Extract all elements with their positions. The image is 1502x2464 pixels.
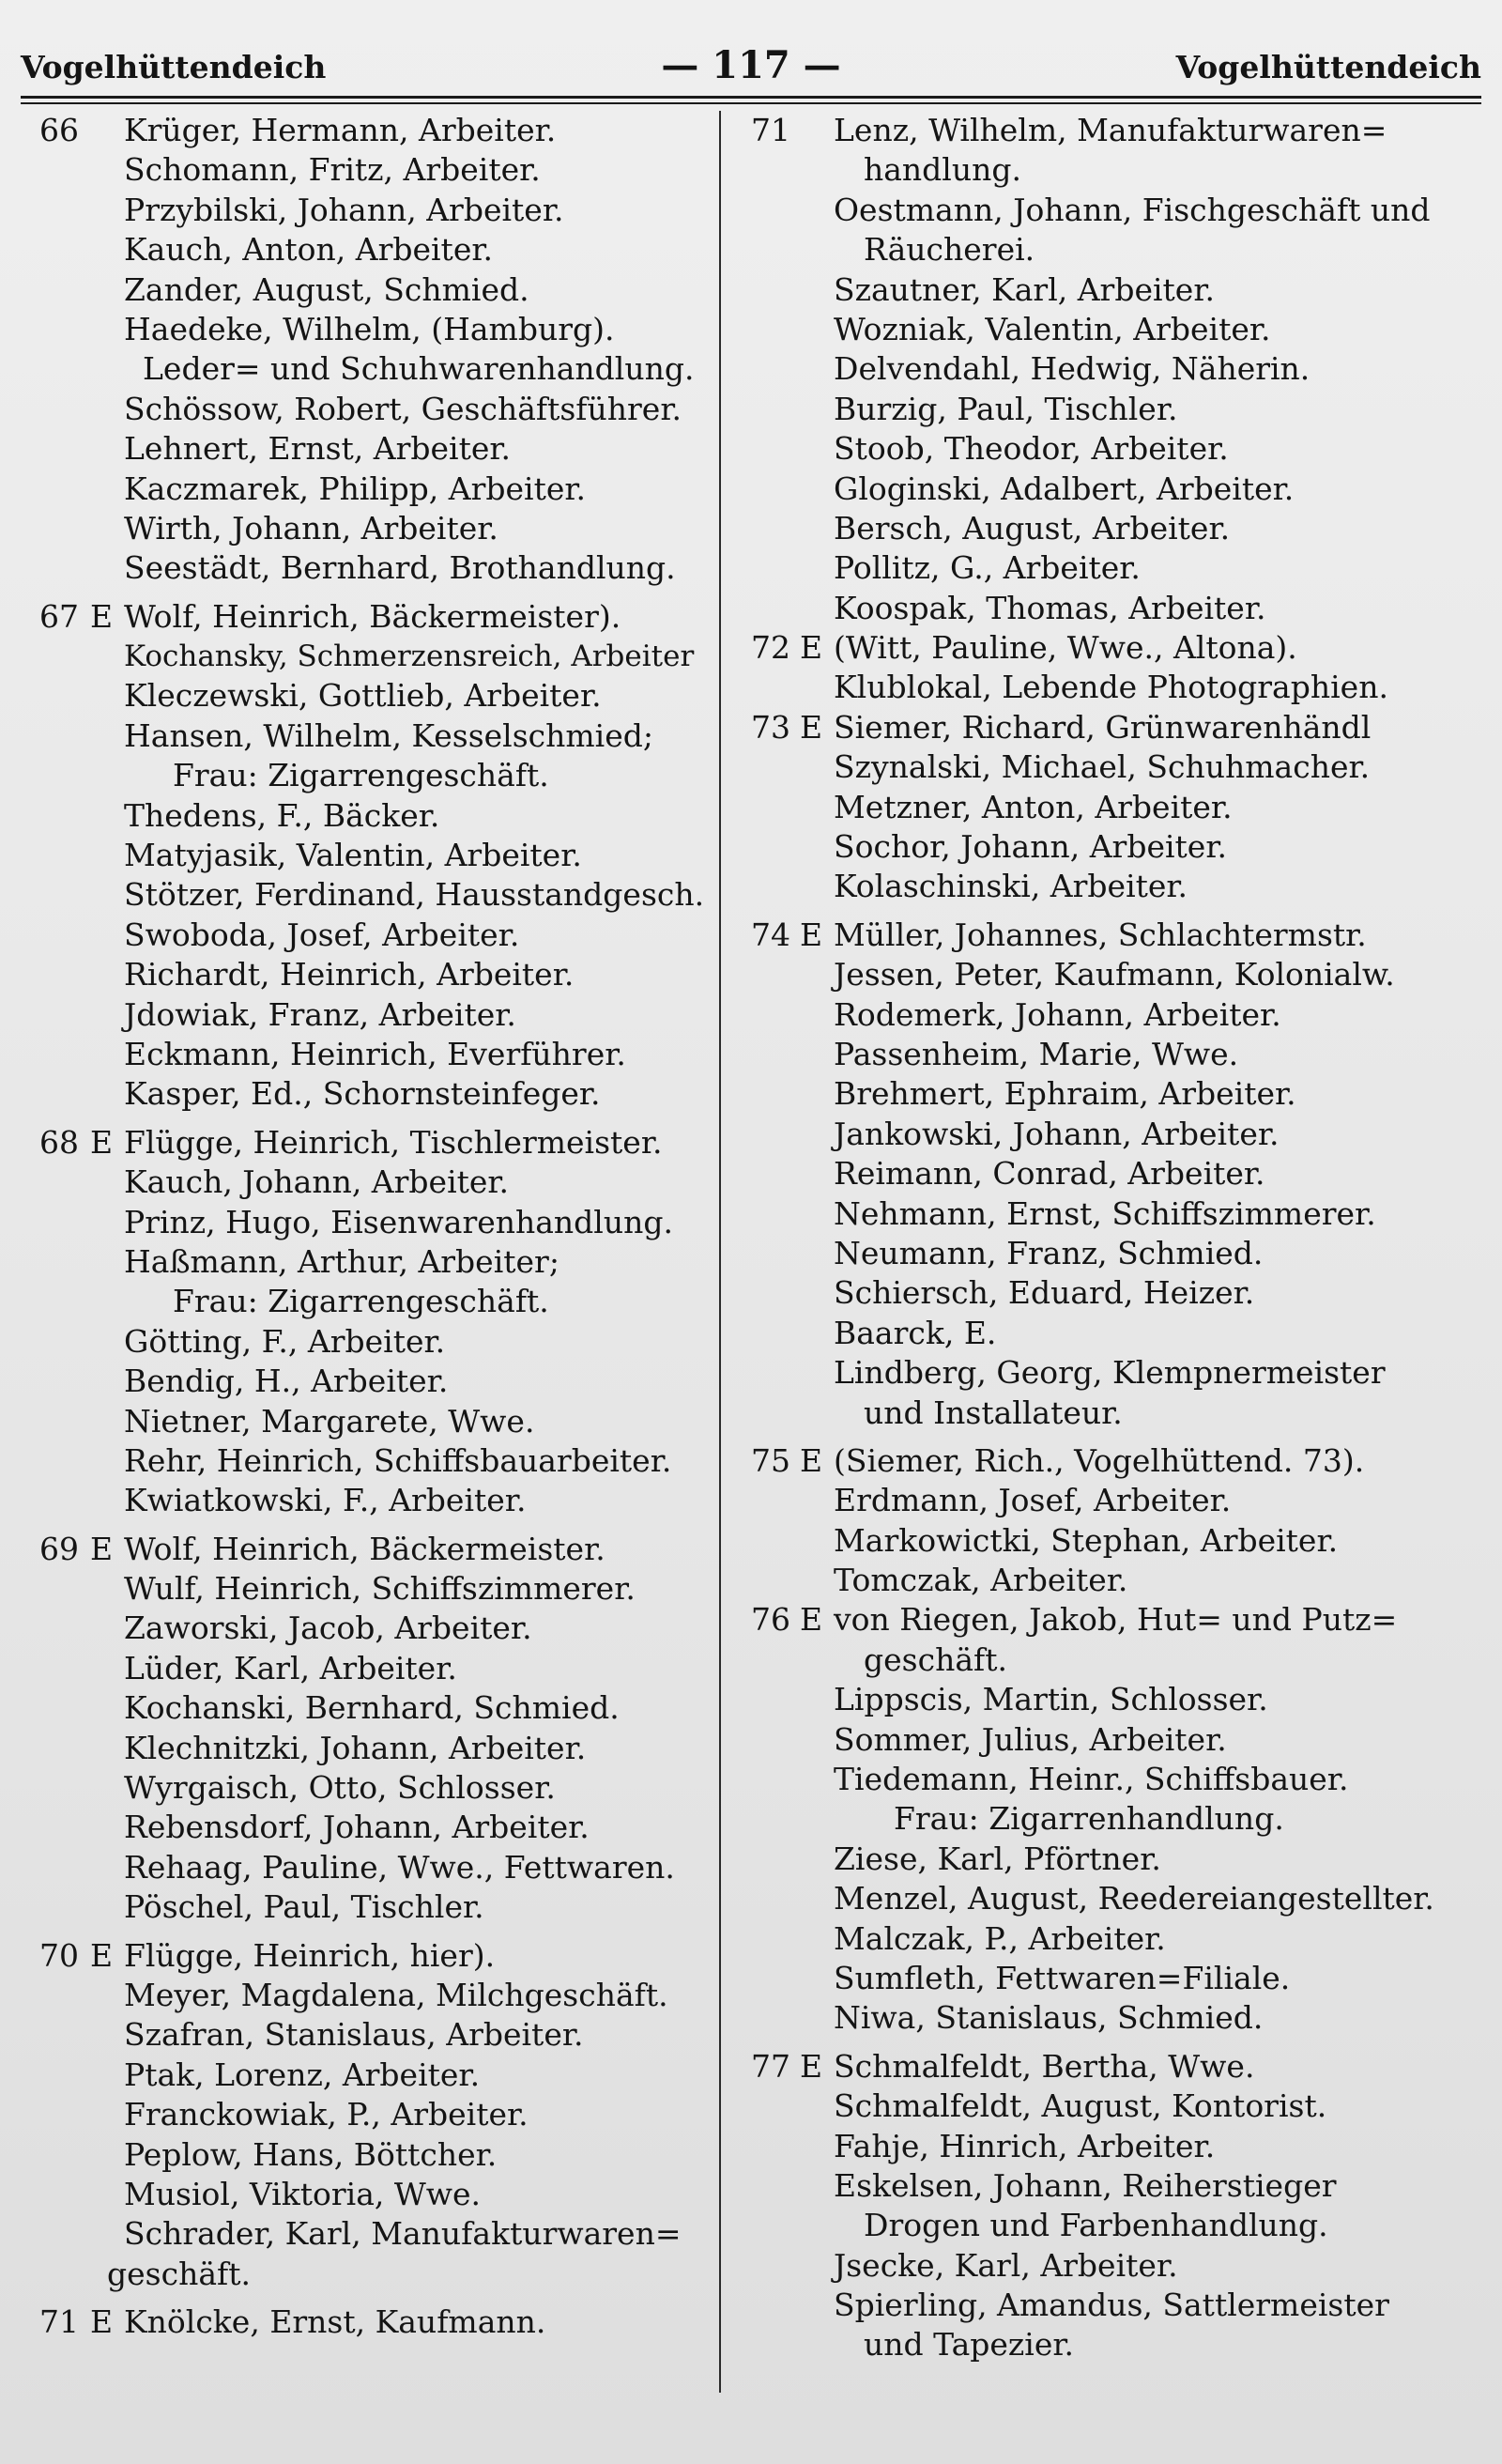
directory-entry	[738, 1115, 1479, 1154]
resident-text: Baarck, E.	[834, 1314, 997, 1351]
directory-entry	[23, 1609, 708, 1648]
running-head-right: Vogelhüttendeich	[1175, 49, 1481, 85]
resident-text: Nehmann, Ernst, Schiffszimmerer.	[834, 1194, 1376, 1232]
house-number: 68	[39, 1123, 79, 1161]
resident-text: Wolf, Heinrich, Bäckermeister).	[124, 597, 621, 635]
right-column	[738, 111, 1479, 2365]
resident-text: Kauch, Anton, Arbeiter.	[124, 231, 493, 269]
directory-entry	[738, 1720, 1479, 1760]
directory-entry	[738, 955, 1479, 994]
directory-entry	[23, 637, 708, 676]
resident-text: (Siemer, Rich., Vogelhüttend. 73).	[834, 1441, 1365, 1479]
resident-text: Kolaschinski, Arbeiter.	[834, 868, 1188, 905]
directory-entry	[23, 1402, 708, 1441]
directory-entry	[23, 836, 708, 875]
resident-text: Rodemerk, Johann, Arbeiter.	[834, 995, 1281, 1033]
resident-text: Tiedemann, Heinr., Schiffsbauer.	[834, 1761, 1349, 1798]
directory-entry	[738, 270, 1479, 310]
resident-text: Eckmann, Heinrich, Everführer.	[124, 1035, 626, 1072]
header-rule-thin	[21, 102, 1481, 104]
resident-text: Jdowiak, Franz, Arbeiter.	[124, 995, 516, 1033]
directory-entry	[738, 2087, 1479, 2126]
resident-text: Szafran, Stanislaus, Arbeiter.	[124, 2016, 584, 2054]
directory-entry	[738, 1561, 1479, 1600]
resident-text: Drogen und Farbenhandlung.	[864, 2207, 1328, 2244]
directory-entry	[738, 788, 1479, 827]
resident-text: von Riegen, Jakob, Hut= und Putz=	[834, 1601, 1398, 1639]
directory-entry	[738, 2206, 1479, 2245]
directory-entry	[23, 1074, 708, 1114]
directory-entry	[738, 867, 1479, 906]
resident-text: Schomann, Fritz, Arbeiter.	[124, 151, 541, 189]
resident-text: Bendig, H., Arbeiter.	[124, 1363, 449, 1400]
house-number: 71	[39, 2303, 79, 2341]
directory-entry	[738, 509, 1479, 548]
directory-entry	[23, 2302, 708, 2342]
directory-entry	[23, 1976, 708, 2015]
directory-entry	[738, 1194, 1479, 1234]
directory-entry	[23, 676, 708, 716]
resident-text: Erdmann, Josef, Arbeiter.	[834, 1482, 1232, 1519]
owner-marker: E	[800, 1601, 823, 1639]
resident-text: Reimann, Conrad, Arbeiter.	[834, 1155, 1265, 1193]
resident-text: Frau: Zigarrenhandlung.	[894, 1800, 1284, 1838]
resident-text: Fahje, Hinrich, Arbeiter.	[834, 2127, 1216, 2164]
house-number: 71	[751, 112, 790, 148]
resident-text: Delvendahl, Hedwig, Näherin.	[834, 350, 1310, 388]
resident-text: Wyrgaisch, Otto, Schlosser.	[124, 1769, 556, 1807]
directory-entry	[23, 111, 708, 150]
directory-entry	[23, 470, 708, 509]
directory-entry	[738, 1600, 1479, 1640]
resident-text: Musiol, Viktoria, Wwe.	[124, 2175, 482, 2212]
directory-entry	[23, 1530, 708, 1569]
directory-entry	[738, 1314, 1479, 1353]
resident-text: Klechnitzki, Johann, Arbeiter.	[124, 1729, 587, 1766]
resident-text: Frau: Zigarrengeschäft.	[173, 1283, 549, 1320]
directory-entry	[23, 875, 708, 915]
directory-entry	[23, 1035, 708, 1074]
resident-text: Lippscis, Martin, Schlosser.	[834, 1681, 1268, 1718]
directory-entry	[738, 1760, 1479, 1799]
resident-text: Peplow, Hans, Böttcher.	[124, 2135, 498, 2173]
directory-entry	[23, 1936, 708, 1976]
resident-text: Lüder, Karl, Arbeiter.	[124, 1649, 457, 1686]
directory-entry	[738, 111, 1479, 150]
directory-entry	[738, 827, 1479, 867]
house-number: 66	[39, 112, 79, 148]
owner-marker: E	[800, 2047, 823, 2085]
directory-entry	[23, 955, 708, 994]
directory-entry	[23, 1688, 708, 1728]
resident-text: Seestädt, Bernhard, Brothandlung.	[124, 549, 676, 587]
resident-text: Räucherei.	[864, 231, 1035, 269]
resident-text: (Witt, Pauline, Wwe., Altona).	[834, 629, 1297, 667]
resident-text: Lindberg, Georg, Klempnermeister	[834, 1354, 1386, 1392]
directory-entry	[738, 310, 1479, 349]
directory-entry	[23, 1203, 708, 1242]
resident-text: Siemer, Richard, Grünwarenhändl	[834, 708, 1372, 746]
directory-entry	[738, 191, 1479, 230]
resident-text: Koospak, Thomas, Arbeiter.	[834, 589, 1266, 626]
resident-text: geschäft.	[107, 2255, 251, 2292]
resident-text: Szynalski, Michael, Schuhmacher.	[834, 748, 1371, 786]
owner-marker: E	[90, 597, 114, 635]
resident-text: Schössow, Robert, Geschäftsführer.	[124, 390, 682, 427]
resident-text: Sommer, Julius, Arbeiter.	[834, 1720, 1227, 1758]
resident-text: Franckowiak, P., Arbeiter.	[124, 2096, 529, 2133]
resident-text: Niwa, Stanislaus, Schmied.	[834, 1999, 1264, 2037]
directory-entry	[23, 230, 708, 270]
directory-entry	[738, 2166, 1479, 2206]
directory-entry	[738, 1353, 1479, 1393]
page-number: — 117 —	[661, 43, 841, 87]
resident-text: Neumann, Franz, Schmied.	[834, 1234, 1264, 1271]
directory-entry	[23, 548, 708, 588]
directory-entry	[738, 1640, 1479, 1680]
owner-marker: E	[800, 916, 823, 953]
resident-text: Schmalfeldt, Bertha, Wwe.	[834, 2047, 1255, 2085]
house-number: 73	[751, 708, 790, 746]
house-number: 77	[751, 2047, 790, 2085]
directory-entry	[738, 1481, 1479, 1520]
directory-entry	[738, 390, 1479, 429]
directory-entry	[738, 230, 1479, 270]
house-number: 72	[751, 629, 790, 667]
directory-entry	[23, 1649, 708, 1688]
resident-text: Wolf, Heinrich, Bäckermeister.	[124, 1530, 605, 1567]
directory-entry	[23, 390, 708, 429]
directory-entry	[738, 548, 1479, 588]
directory-entry	[23, 2214, 708, 2254]
page-header	[21, 39, 1481, 98]
resident-text: Metzner, Anton, Arbeiter.	[834, 788, 1233, 825]
resident-text: Jankowski, Johann, Arbeiter.	[834, 1115, 1280, 1152]
resident-text: Menzel, August, Reedereiangestellter.	[834, 1880, 1434, 1917]
resident-text: Klublokal, Lebende Photographien.	[834, 669, 1388, 706]
resident-text: Haßmann, Arthur, Arbeiter;	[124, 1242, 559, 1280]
house-number: 69	[39, 1530, 79, 1567]
directory-entry	[23, 191, 708, 230]
directory-entry	[23, 716, 708, 756]
directory-entry	[23, 1242, 708, 1282]
owner-marker: E	[90, 2303, 114, 2341]
resident-text: Stoob, Theodor, Arbeiter.	[834, 430, 1229, 468]
resident-text: Rebensdorf, Johann, Arbeiter.	[124, 1809, 590, 1846]
directory-entry	[738, 1394, 1479, 1433]
directory-entry	[23, 310, 708, 349]
directory-entry	[738, 1035, 1479, 1074]
resident-text: Schrader, Karl, Manufakturwaren=	[124, 2215, 682, 2253]
resident-text: Nietner, Margarete, Wwe.	[124, 1402, 535, 1440]
directory-entry	[738, 747, 1479, 787]
directory-entry	[23, 1887, 708, 1927]
directory-entry	[23, 2255, 708, 2294]
directory-entry	[23, 1729, 708, 1768]
resident-text: Ptak, Lorenz, Arbeiter.	[124, 2056, 481, 2093]
resident-text: Kleczewski, Gottlieb, Arbeiter.	[124, 677, 602, 715]
directory-entry	[738, 2325, 1479, 2364]
resident-text: Wirth, Johann, Arbeiter.	[124, 509, 498, 547]
resident-text: Ziese, Karl, Pförtner.	[834, 1840, 1161, 1877]
house-number: 76	[751, 1601, 790, 1639]
directory-entry	[738, 1959, 1479, 1998]
owner-marker: E	[90, 1936, 114, 1974]
resident-text: Matyjasik, Valentin, Arbeiter.	[124, 837, 582, 874]
owner-marker: E	[800, 1441, 823, 1479]
resident-text: Haedeke, Wilhelm, (Hamburg).	[124, 310, 615, 347]
directory-entry	[23, 509, 708, 548]
resident-text: Oestmann, Johann, Fischgeschäft und	[834, 191, 1431, 228]
resident-text: Passenheim, Marie, Wwe.	[834, 1035, 1239, 1072]
resident-text: Prinz, Hugo, Eisenwarenhandlung.	[124, 1203, 673, 1240]
resident-text: Kochansky, Schmerzensreich, Arbeiter	[124, 639, 695, 674]
running-head-left: Vogelhüttendeich	[21, 49, 327, 85]
directory-entry	[23, 995, 708, 1035]
resident-text: Kasper, Ed., Schornsteinfeger.	[124, 1075, 601, 1113]
owner-marker: E	[800, 708, 823, 746]
resident-text: Malczak, P., Arbeiter.	[834, 1919, 1166, 1957]
owner-marker: E	[90, 1123, 114, 1161]
directory-entry	[23, 1163, 708, 1202]
directory-entry	[23, 1481, 708, 1520]
resident-text: Frau: Zigarrengeschäft.	[173, 757, 549, 794]
resident-text: und Tapezier.	[864, 2326, 1075, 2364]
directory-entry	[738, 150, 1479, 190]
directory-entry	[738, 589, 1479, 628]
directory-entry	[738, 916, 1479, 955]
directory-entry	[23, 756, 708, 795]
directory-entry	[738, 470, 1479, 509]
resident-text: Thedens, F., Bäcker.	[124, 796, 440, 834]
directory-entry	[23, 1282, 708, 1321]
directory-entry	[738, 1840, 1479, 1879]
directory-entry	[738, 1919, 1479, 1959]
resident-text: Kochanski, Bernhard, Schmied.	[124, 1689, 620, 1727]
directory-entry	[23, 796, 708, 836]
directory-entry	[738, 2047, 1479, 2087]
resident-text: Zaworski, Jacob, Arbeiter.	[124, 1609, 532, 1647]
resident-text: Kaczmarek, Philipp, Arbeiter.	[124, 470, 587, 507]
resident-text: Burzig, Paul, Tischler.	[834, 390, 1178, 427]
resident-text: Brehmert, Ephraim, Arbeiter.	[834, 1075, 1296, 1113]
directory-entry	[738, 1154, 1479, 1194]
resident-text: Szautner, Karl, Arbeiter.	[834, 270, 1215, 308]
directory-entry	[23, 916, 708, 955]
resident-text: Müller, Johannes, Schlachtermstr.	[834, 916, 1367, 953]
directory-entry	[23, 2056, 708, 2095]
resident-text: Lenz, Wilhelm, Manufakturwaren=	[834, 112, 1387, 148]
resident-text: Tomczak, Arbeiter.	[834, 1562, 1128, 1599]
directory-entry	[738, 429, 1479, 469]
resident-text: Jsecke, Karl, Arbeiter.	[834, 2246, 1178, 2284]
directory-entry	[738, 1680, 1479, 1719]
resident-text: Kauch, Johann, Arbeiter.	[124, 1163, 510, 1201]
directory-entry	[23, 429, 708, 469]
owner-marker: E	[90, 1530, 114, 1567]
directory-entry	[738, 1799, 1479, 1839]
directory-entry	[23, 2015, 708, 2055]
directory-entry	[738, 708, 1479, 747]
resident-text: handlung.	[864, 151, 1021, 189]
resident-text: Rehr, Heinrich, Schiffsbauarbeiter.	[124, 1441, 672, 1479]
directory-entry	[23, 2175, 708, 2214]
directory-entry	[738, 1234, 1479, 1273]
resident-text: Gloginski, Adalbert, Arbeiter.	[834, 470, 1295, 507]
resident-text: Flügge, Heinrich, hier).	[124, 1936, 496, 1974]
directory-entry	[738, 2286, 1479, 2325]
directory-entry	[23, 270, 708, 310]
directory-entry	[738, 668, 1479, 707]
resident-text: Markowictki, Stephan, Arbeiter.	[834, 1521, 1339, 1559]
directory-entry	[738, 995, 1479, 1035]
directory-entry	[738, 1521, 1479, 1561]
resident-text: Przybilski, Johann, Arbeiter.	[124, 191, 564, 228]
house-number: 74	[751, 916, 790, 953]
column-divider	[719, 111, 721, 2393]
resident-text: Kwiatkowski, F., Arbeiter.	[124, 1482, 527, 1519]
resident-text: geschäft.	[864, 1640, 1007, 1678]
resident-text: Spierling, Amandus, Sattlermeister	[834, 2287, 1389, 2324]
directory-entry	[23, 1362, 708, 1401]
directory-entry	[23, 150, 708, 190]
directory-entry	[738, 1441, 1479, 1481]
directory-entry	[23, 1848, 708, 1887]
directory-entry	[738, 628, 1479, 668]
resident-text: Pöschel, Paul, Tischler.	[124, 1888, 484, 1926]
house-number: 67	[39, 597, 79, 635]
resident-text: Meyer, Magdalena, Milchgeschäft.	[124, 1976, 668, 2013]
resident-text: Stötzer, Ferdinand, Hausstandgesch.	[124, 876, 705, 914]
directory-entry	[738, 2246, 1479, 2286]
resident-text: Richardt, Heinrich, Arbeiter.	[124, 956, 575, 993]
directory-entry	[738, 1879, 1479, 1918]
directory-entry	[738, 1273, 1479, 1313]
directory-entry	[738, 1074, 1479, 1114]
directory-entry	[23, 2135, 708, 2175]
resident-text: Schiersch, Eduard, Heizer.	[834, 1274, 1255, 1312]
directory-entry	[23, 1808, 708, 1847]
resident-text: Sochor, Johann, Arbeiter.	[834, 828, 1227, 866]
directory-entry	[738, 1998, 1479, 2038]
resident-text: Lehnert, Ernst, Arbeiter.	[124, 430, 512, 468]
header-rule-thick	[21, 96, 1481, 99]
resident-text: Bersch, August, Arbeiter.	[834, 509, 1231, 547]
directory-entry	[23, 1441, 708, 1481]
directory-entry	[23, 1123, 708, 1163]
resident-text: Zander, August, Schmied.	[124, 270, 529, 308]
directory-entry	[23, 1768, 708, 1808]
owner-marker: E	[800, 629, 823, 667]
resident-text: Rehaag, Pauline, Wwe., Fettwaren.	[124, 1848, 675, 1886]
directory-entry	[23, 349, 708, 389]
resident-text: Flügge, Heinrich, Tischlermeister.	[124, 1123, 663, 1161]
left-column	[23, 111, 708, 2342]
resident-text: Götting, F., Arbeiter.	[124, 1322, 446, 1360]
directory-entry	[23, 2095, 708, 2134]
resident-text: Krüger, Hermann, Arbeiter.	[124, 112, 557, 148]
resident-text: und Installateur.	[864, 1394, 1123, 1431]
resident-text: Schmalfeldt, August, Kontorist.	[834, 2087, 1327, 2125]
resident-text: Knölcke, Ernst, Kaufmann.	[124, 2303, 546, 2341]
directory-entry	[738, 2127, 1479, 2166]
resident-text: Pollitz, G., Arbeiter.	[834, 549, 1141, 587]
house-number: 75	[751, 1441, 790, 1479]
house-number: 70	[39, 1936, 79, 1974]
directory-entry	[23, 597, 708, 637]
directory-entry	[23, 1322, 708, 1362]
resident-text: Wozniak, Valentin, Arbeiter.	[834, 310, 1271, 347]
directory-entry	[23, 1569, 708, 1609]
resident-text: Wulf, Heinrich, Schiffszimmerer.	[124, 1570, 636, 1608]
resident-text: Jessen, Peter, Kaufmann, Kolonialw.	[834, 956, 1395, 993]
resident-text: Eskelsen, Johann, Reiherstieger	[834, 2166, 1337, 2204]
resident-text: Hansen, Wilhelm, Kesselschmied;	[124, 716, 653, 754]
directory-entry	[738, 349, 1479, 389]
resident-text: Sumfleth, Fettwaren=Filiale.	[834, 1959, 1291, 1996]
resident-text: Swoboda, Josef, Arbeiter.	[124, 916, 520, 953]
resident-text: Leder= und Schuhwarenhandlung.	[143, 350, 695, 388]
